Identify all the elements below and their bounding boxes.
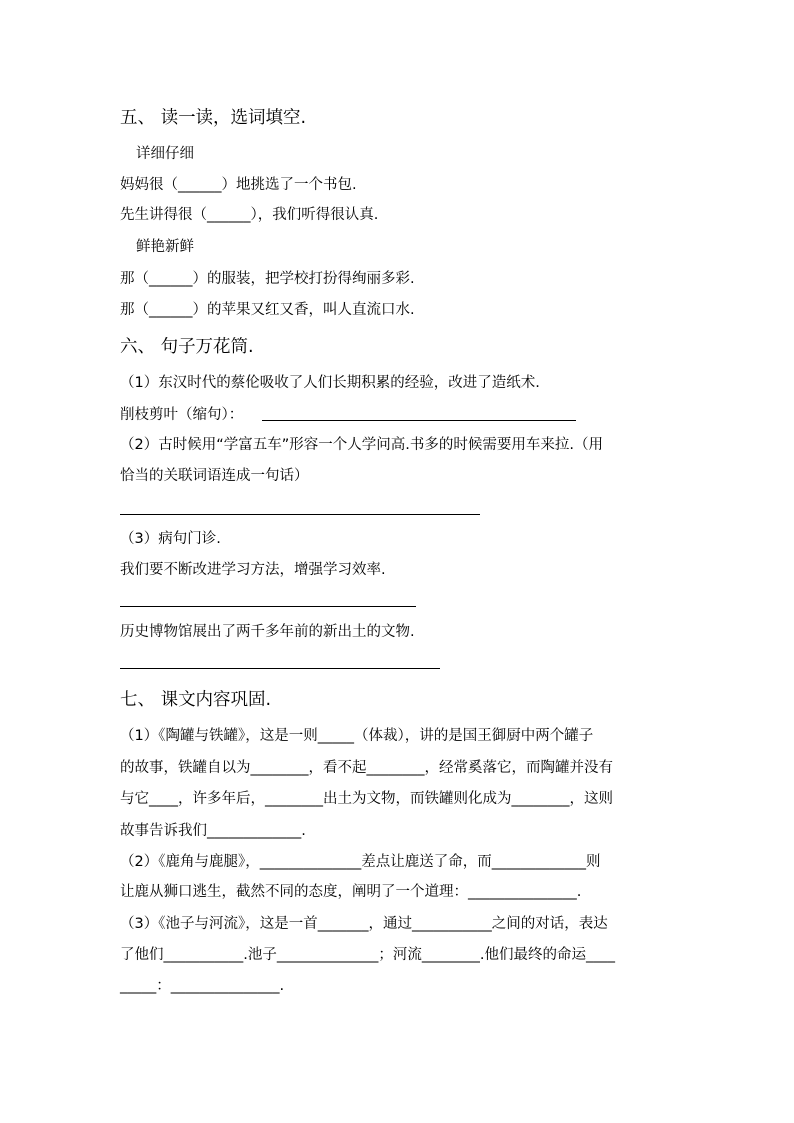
text-line: 了他们___________.池子______________；河流________.他们最终的命运____ xyxy=(120,947,615,963)
fill-question-1: 妈妈很（______）地挑选了一个书包. xyxy=(120,177,357,193)
sentence-item-1: （1）东汉时代的蔡伦吸收了人们长期积累的经验，改进了造纸术. xyxy=(120,375,540,391)
text-line: 让鹿从狮口逃生，截然不同的态度，阐明了一个道理：_______________. xyxy=(120,884,582,900)
answer-line-4 xyxy=(120,668,440,669)
text-line: _____：_______________. xyxy=(120,978,285,994)
answer-line-2 xyxy=(120,514,480,515)
sentence-item-2: （2）古时候用“学富五车”形容一个人学问高.书多的时候需要用车来拉.（用 xyxy=(120,437,603,453)
text-line: 故事告诉我们_____________. xyxy=(120,823,306,839)
text-line: 的故事，铁罐自以为________，看不起________，经常奚落它，而陶罐并没有 xyxy=(120,760,613,776)
sentence-item-3: （3）病句门诊. xyxy=(120,531,221,547)
text-line: （3）《池子与河流》，这是一首_______，通过___________之间的对话，表达 xyxy=(120,916,608,932)
shorten-sentence-task: 削枝剪叶（缩句）： xyxy=(120,407,244,423)
answer-line-1 xyxy=(262,420,576,421)
sentence-item-2-cont: 恰当的关联词语连成一句话） xyxy=(120,468,309,484)
faulty-sentence-2: 历史博物馆展出了两千多年前的新出土的文物. xyxy=(120,624,415,640)
section-6-heading: 六、 句子万花筒. xyxy=(120,337,254,357)
faulty-sentence-1: 我们要不断改进学习方法，增强学习效率. xyxy=(120,562,386,578)
fill-question-2: 先生讲得很（______），我们听得很认真. xyxy=(120,207,379,223)
text-line: （2）《鹿角与鹿腿》，______________差点让鹿送了命，而_____________则 xyxy=(120,854,601,870)
fill-question-3: 那（______）的服装，把学校打扮得绚丽多彩. xyxy=(120,271,415,287)
word-group-1: 详细仔细 xyxy=(136,146,194,162)
fill-question-4: 那（______）的苹果又红又香，叫人直流口水. xyxy=(120,302,415,318)
text-line: （1）《陶罐与铁罐》，这是一则_____（体裁），讲的是国王御厨中两个罐子 xyxy=(120,728,594,744)
answer-line-3 xyxy=(120,606,416,607)
section-5-heading: 五、 读一读，选词填空. xyxy=(120,108,307,128)
word-group-2: 鲜艳新鲜 xyxy=(136,239,194,255)
section-7-heading: 七、 课文内容巩固. xyxy=(120,690,272,710)
text-line: 与它____，许多年后，________出土为文物，而铁罐则化成为________，这则 xyxy=(120,791,613,807)
